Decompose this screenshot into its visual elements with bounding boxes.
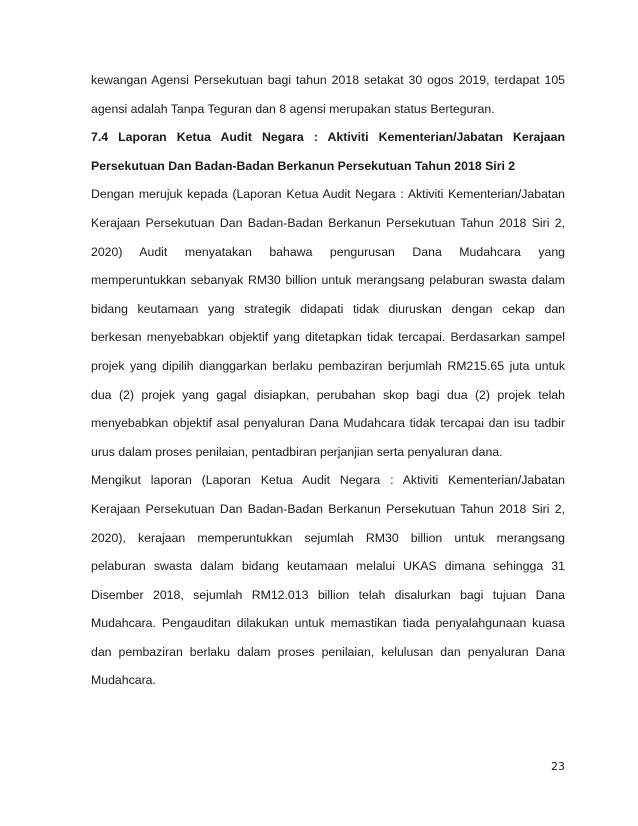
text-line: Mudahcara.: [91, 673, 156, 688]
text-line: projek yang dipilih dianggarkan berlaku pembaziran berjumlah RM215.65 juta untuk: [91, 358, 565, 373]
text-line: 2020) Audit menyatakan bahawa pengurusan Dana Mudahcara yang: [91, 244, 565, 259]
text-line: Kerajaan Persekutuan Dan Badan-Badan Berkanun Persekutuan Tahun 2018 Siri 2,: [91, 501, 565, 516]
text-line: menyebabkan objektif asal penyaluran Dana Mudahcara tidak tercapai dan isu tadbir: [91, 416, 565, 431]
text-line: dan pembaziran berlaku dalam proses penilaian, kelulusan dan penyaluran Dana: [91, 644, 565, 659]
text-line: 2020), kerajaan memperuntukkan sejumlah RM30 billion untuk merangsang: [91, 530, 565, 545]
text-line: memperuntukkan sebanyak RM30 billion untuk merangsang pelaburan swasta dalam: [91, 273, 565, 288]
page-number: 23: [551, 760, 565, 773]
text-line: kewangan Agensi Persekutuan bagi tahun 2018 setakat 30 ogos 2019, terdapat 105: [91, 73, 565, 87]
text-line: urus dalam proses penilaian, pentadbiran perjanjian serta penyaluran dana.: [91, 444, 503, 459]
heading-line: 7.4 Laporan Ketua Audit Negara : Aktiviti Kementerian/Jabatan Kerajaan: [91, 130, 565, 145]
text-line: Dengan merujuk kepada (Laporan Ketua Audit Negara : Aktiviti Kementerian/Jabatan: [91, 187, 565, 202]
text-line: Mengikut laporan (Laporan Ketua Audit Negara : Aktiviti Kementerian/Jabatan: [91, 473, 565, 488]
text-line: Mudahcara. Pengauditan dilakukan untuk memastikan tiada penyalahgunaan kuasa: [91, 616, 565, 631]
text-line: pelaburan swasta dalam bidang keutamaan melalui UKAS dimana sehingga 31: [91, 559, 565, 574]
text-line: Disember 2018, sejumlah RM12.013 billion telah disalurkan bagi tujuan Dana: [91, 587, 565, 602]
heading-line: Persekutuan Dan Badan-Badan Berkanun Persekutuan Tahun 2018 Siri 2: [91, 158, 516, 173]
section-heading: [91, 123, 565, 180]
text-line: bidang keutamaan yang strategik didapati tidak diuruskan dengan cekap dan: [91, 301, 565, 316]
text-line: agensi adalah Tanpa Teguran dan 8 agensi merupakan status Berteguran.: [91, 101, 495, 116]
text-line: dua (2) projek yang gagal disiapkan, perubahan skop bagi dua (2) projek telah: [91, 387, 565, 402]
text-line: Kerajaan Persekutuan Dan Badan-Badan Berkanun Persekutuan Tahun 2018 Siri 2,: [91, 215, 565, 230]
paragraph-intro: [91, 66, 565, 123]
paragraph-1: [91, 180, 565, 466]
paragraph-2: [91, 466, 565, 695]
body-text: [91, 66, 565, 695]
text-line: berkesan menyebabkan objektif yang ditetapkan tidak tercapai. Berdasarkan sampel: [91, 330, 565, 345]
